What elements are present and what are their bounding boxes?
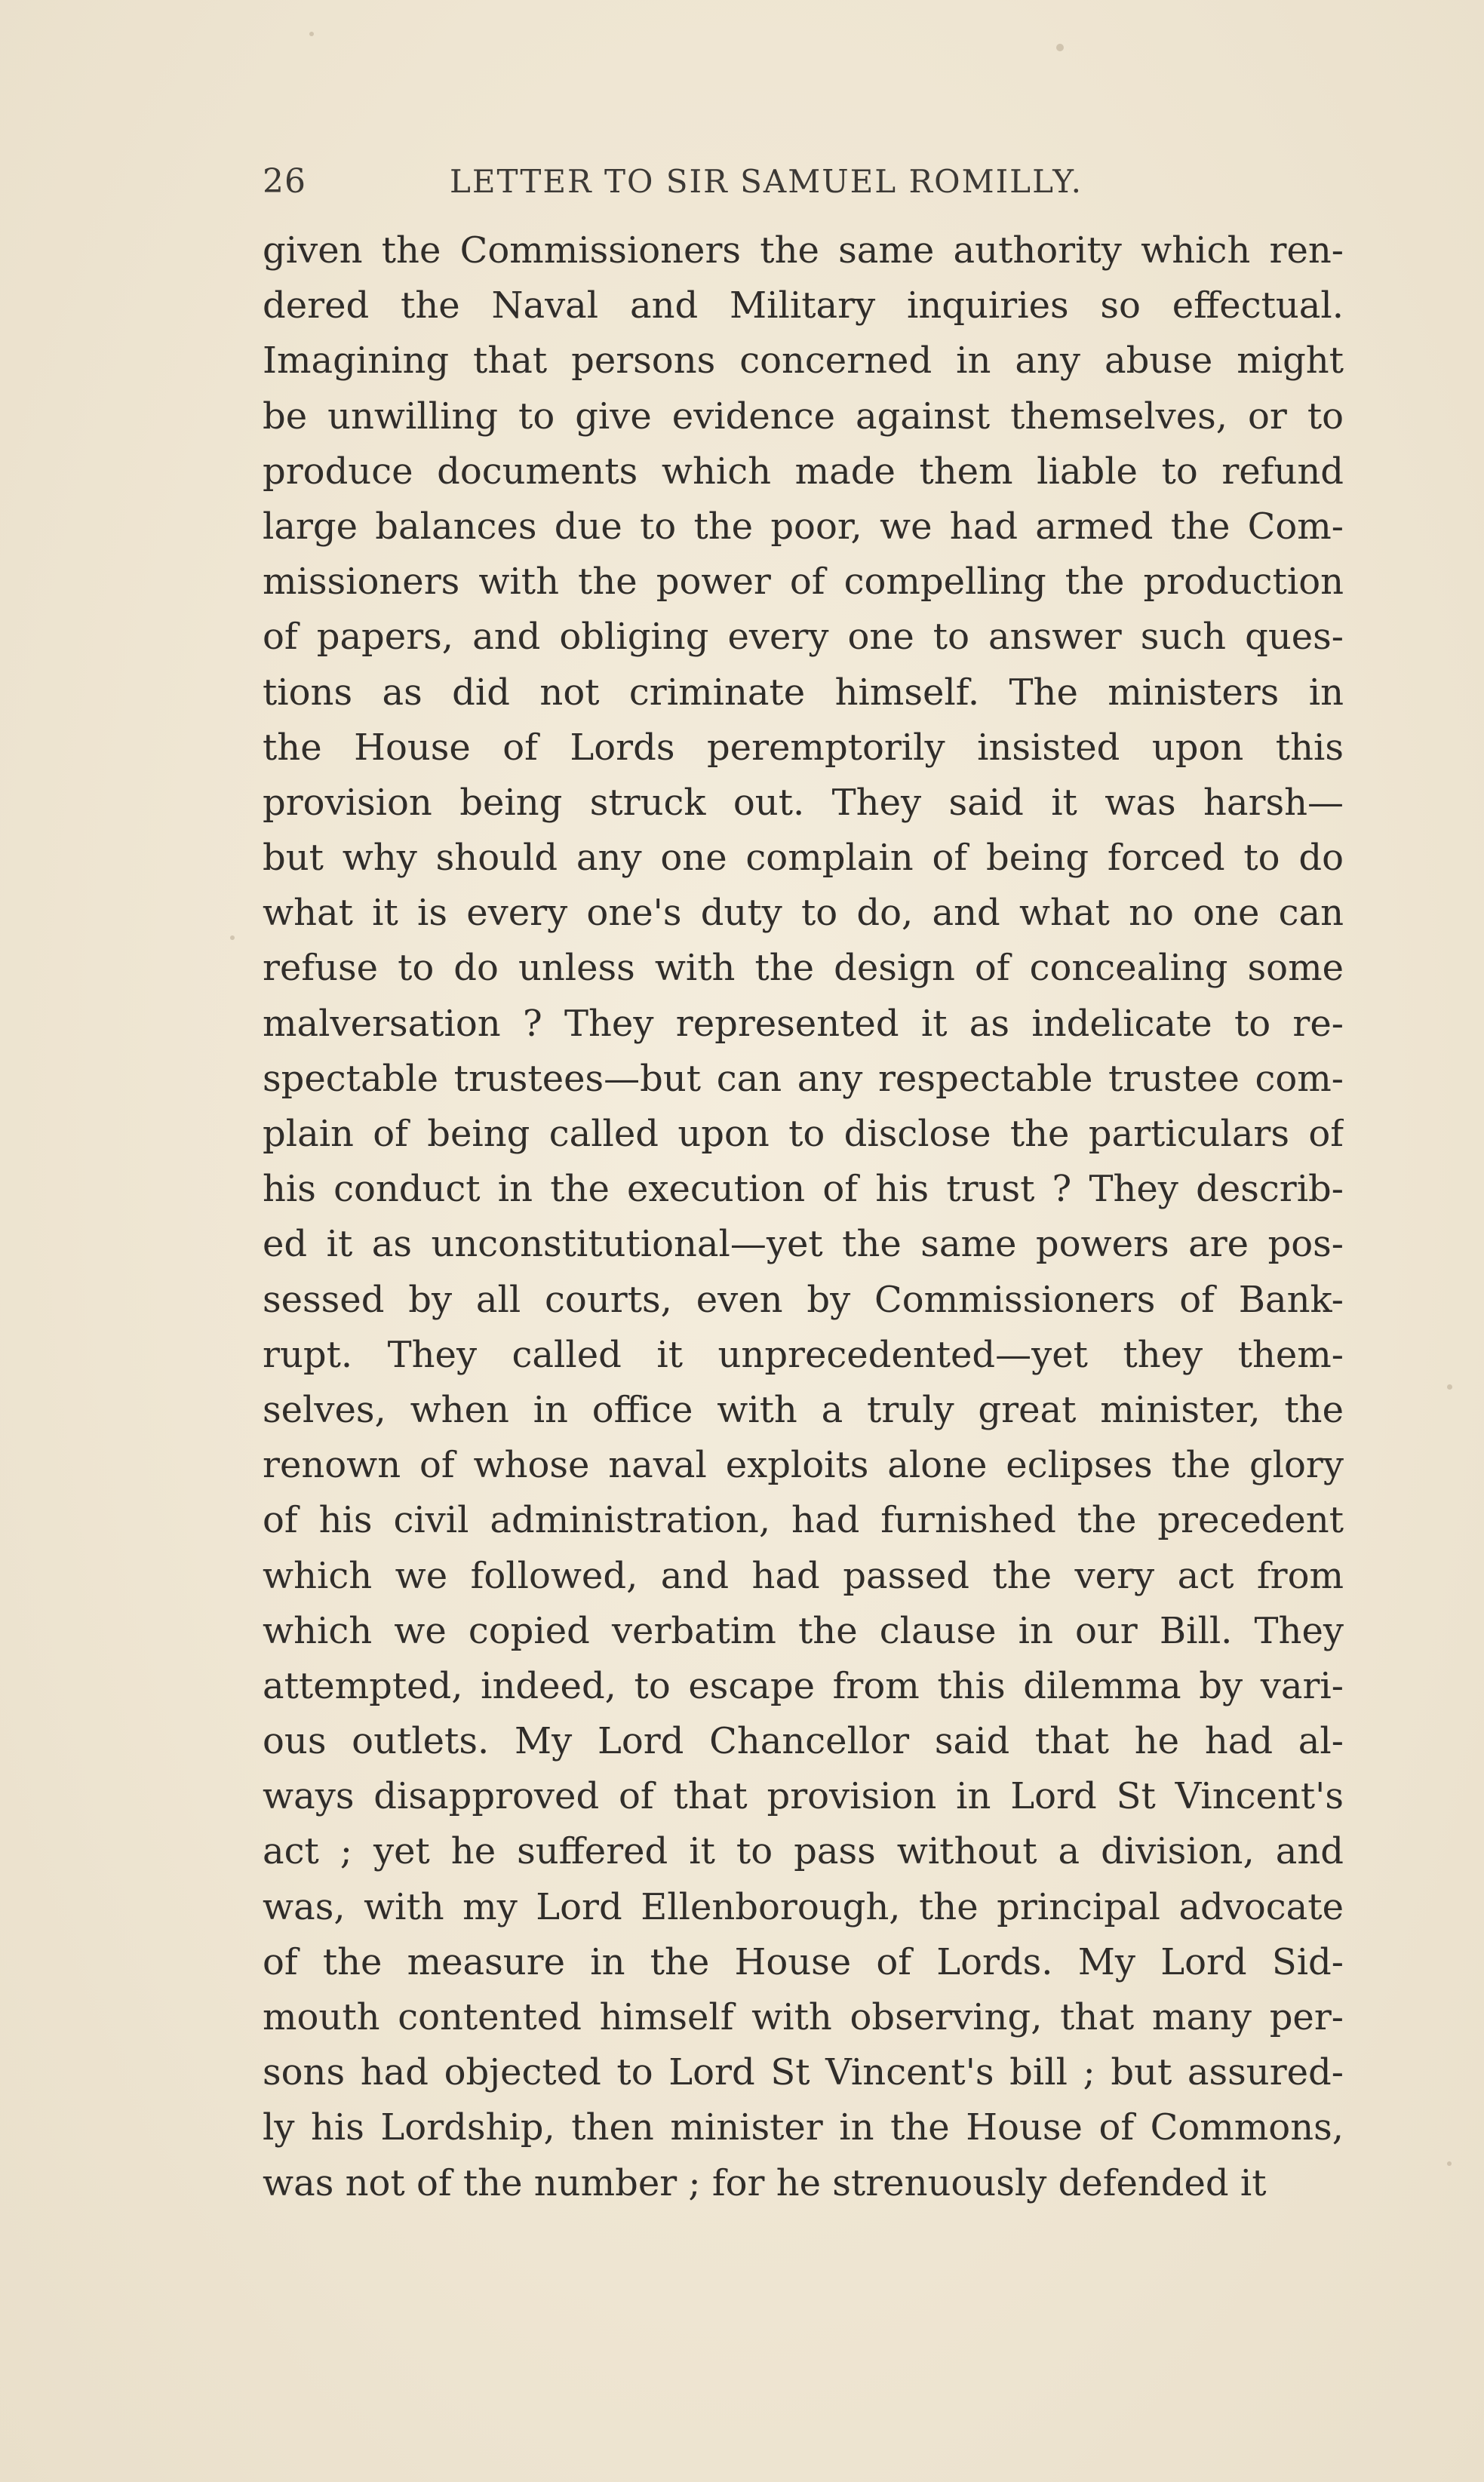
paper-speck [1447, 1384, 1452, 1390]
text-line: provision being struck out. They said it was harsh— [263, 781, 1344, 824]
paper-speck [309, 32, 314, 36]
text-line: large balances due to the poor, we had armed the Com- [263, 505, 1344, 548]
text-line: selves, when in office with a truly great minister, the [263, 1388, 1344, 1431]
text-line: of his civil administration, had furnished the precedent [263, 1499, 1344, 1542]
text-line: his conduct in the execution of his trust ? They describ- [263, 1168, 1344, 1211]
text-line: given the Commissioners the same authority which ren- [263, 229, 1344, 272]
body-text [263, 223, 1344, 2211]
page-number: 26 [263, 162, 306, 201]
text-line: mouth contented himself with observing, that many per- [263, 1996, 1344, 2038]
running-title: LETTER TO SIR SAMUEL ROMILLY. [450, 163, 1083, 200]
text-line: plain of being called upon to disclose the particulars of [263, 1113, 1344, 1155]
text-line: ed it as unconstitutional—yet the same powers are pos- [263, 1223, 1344, 1266]
text-line: was, with my Lord Ellenborough, the principal advocate [263, 1885, 1344, 1928]
text-line: was not of the number ; for he strenuously defended it [263, 2161, 1267, 2204]
text-line: produce documents which made them liable to refund [263, 450, 1344, 493]
text-line: which we copied verbatim the clause in our Bill. They [263, 1609, 1344, 1652]
text-line: attempted, indeed, to escape from this dilemma by vari- [263, 1664, 1344, 1707]
text-line: rupt. They called it unprecedented—yet they them- [263, 1333, 1344, 1376]
text-line: renown of whose naval exploits alone eclipses the glory [263, 1444, 1344, 1487]
page-header [263, 155, 1221, 208]
paper-speck [1056, 44, 1064, 51]
text-line: tions as did not criminate himself. The ministers in [263, 671, 1344, 714]
text-line: malversation ? They represented it as indelicate to re- [263, 1002, 1344, 1045]
text-line: missioners with the power of compelling the production [263, 561, 1344, 604]
text-line: ways disapproved of that provision in Lord St Vincent's [263, 1775, 1344, 1818]
text-line: ous outlets. My Lord Chancellor said that he had al- [263, 1720, 1344, 1763]
text-line: Imagining that persons concerned in any abuse might [263, 339, 1344, 382]
paper-speck [1447, 2161, 1452, 2166]
text-line: sons had objected to Lord St Vincent's bill ; but assured- [263, 2051, 1344, 2094]
text-line: of papers, and obliging every one to answer such ques- [263, 616, 1344, 659]
text-line: sessed by all courts, even by Commissioners of Bank- [263, 1278, 1344, 1321]
text-line: the House of Lords peremptorily insisted upon this [263, 726, 1344, 769]
text-line: be unwilling to give evidence against themselves, or to [263, 395, 1344, 438]
text-line: dered the Naval and Military inquiries so effectual. [263, 284, 1344, 327]
text-line: ly his Lordship, then minister in the House of Commons, [263, 2106, 1344, 2149]
text-line: but why should any one complain of being forced to do [263, 837, 1344, 880]
text-line: what it is every one's duty to do, and what no one can [263, 892, 1344, 935]
text-line: spectable trustees—but can any respectable trustee com- [263, 1057, 1344, 1100]
text-line: act ; yet he suffered it to pass without a division, and [263, 1830, 1344, 1873]
text-line: which we followed, and had passed the very act from [263, 1554, 1344, 1597]
text-line: of the measure in the House of Lords. My Lord Sid- [263, 1940, 1344, 1983]
paper-speck [230, 935, 235, 940]
text-line: refuse to do unless with the design of concealing some [263, 947, 1344, 990]
